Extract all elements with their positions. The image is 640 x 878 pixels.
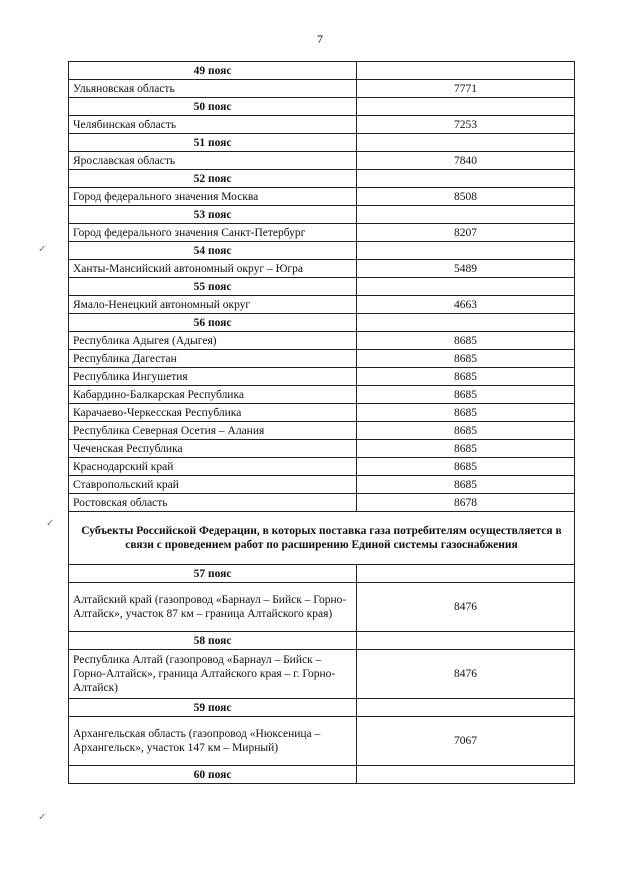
table-row (69, 152, 575, 170)
price-value: 8685 (357, 476, 575, 494)
region-name: Республика Алтай (газопровод «Барнаул – Бийск – Горно-Алтайск», граница Алтайского края – г. Горно-Алтайск) (69, 650, 357, 699)
price-value: 8685 (357, 332, 575, 350)
margin-mark: ✓ (38, 244, 47, 255)
table-row (69, 422, 575, 440)
table-row (69, 476, 575, 494)
zone-row (69, 242, 575, 260)
price-value: 7253 (357, 116, 575, 134)
region-name: Республика Ингушетия (69, 368, 357, 386)
zone-row (69, 632, 575, 650)
region-name: Архангельская область (газопровод «Нюксеница – Архангельск», участок 147 км – Мирный) (69, 717, 357, 766)
page-number: 7 (317, 32, 323, 46)
price-value: 7840 (357, 152, 575, 170)
table-row (69, 494, 575, 512)
region-name: Республика Адыгея (Адыгея) (69, 332, 357, 350)
region-name: Челябинская область (69, 116, 357, 134)
zone-empty-cell (357, 632, 575, 650)
zone-empty-cell (357, 278, 575, 296)
region-name: Алтайский край (газопровод «Барнаул – Бийск – Горно-Алтайск», участок 87 км – граница Алтайского края) (69, 583, 357, 632)
price-value: 7771 (357, 80, 575, 98)
region-name: Город федерального значения Санкт-Петербург (69, 224, 357, 242)
table-row (69, 386, 575, 404)
table-row (69, 116, 575, 134)
zone-label: 51 пояс (69, 134, 357, 152)
table-row (69, 260, 575, 278)
zone-empty-cell (357, 766, 575, 784)
price-value: 8685 (357, 440, 575, 458)
zone-row (69, 766, 575, 784)
table-row (69, 188, 575, 206)
zone-label: 59 пояс (69, 699, 357, 717)
table-row (69, 583, 575, 632)
zone-row (69, 278, 575, 296)
table-row (69, 296, 575, 314)
zone-empty-cell (357, 134, 575, 152)
region-name: Ставропольский край (69, 476, 357, 494)
price-value: 8678 (357, 494, 575, 512)
price-value: 8508 (357, 188, 575, 206)
zone-label: 52 пояс (69, 170, 357, 188)
table-row (69, 224, 575, 242)
zone-label: 56 пояс (69, 314, 357, 332)
price-value: 8476 (357, 583, 575, 632)
zone-row (69, 134, 575, 152)
table-row (69, 350, 575, 368)
zone-row (69, 314, 575, 332)
table-row (69, 650, 575, 699)
region-name: Ярославская область (69, 152, 357, 170)
region-name: Карачаево-Черкесская Республика (69, 404, 357, 422)
zone-empty-cell (357, 170, 575, 188)
price-value: 8685 (357, 368, 575, 386)
table-row (69, 368, 575, 386)
price-value: 7067 (357, 717, 575, 766)
zone-label: 54 пояс (69, 242, 357, 260)
price-value: 8685 (357, 350, 575, 368)
table-row (69, 404, 575, 422)
zone-label: 49 пояс (69, 62, 357, 80)
price-value: 8207 (357, 224, 575, 242)
zone-label: 57 пояс (69, 565, 357, 583)
price-value: 8685 (357, 458, 575, 476)
zone-empty-cell (357, 242, 575, 260)
zone-label: 50 пояс (69, 98, 357, 116)
price-value: 5489 (357, 260, 575, 278)
region-name: Город федерального значения Москва (69, 188, 357, 206)
zone-empty-cell (357, 98, 575, 116)
zone-label: 55 пояс (69, 278, 357, 296)
region-name: Ростовская область (69, 494, 357, 512)
table-row (69, 440, 575, 458)
price-value: 8685 (357, 386, 575, 404)
price-value: 8685 (357, 422, 575, 440)
table-row (69, 717, 575, 766)
zone-label: 60 пояс (69, 766, 357, 784)
zone-row (69, 170, 575, 188)
price-value: 4663 (357, 296, 575, 314)
tariff-table (68, 61, 575, 784)
region-name: Ямало-Ненецкий автономный округ (69, 296, 357, 314)
zone-label: 53 пояс (69, 206, 357, 224)
region-name: Республика Дагестан (69, 350, 357, 368)
zone-row (69, 565, 575, 583)
section-heading: Субъекты Российской Федерации, в которых поставка газа потребителям осуществляется в связи с проведением работ по расширению Единой системы газоснабжения (69, 512, 575, 565)
region-name: Кабардино-Балкарская Республика (69, 386, 357, 404)
region-name: Чеченская Республика (69, 440, 357, 458)
zone-empty-cell (357, 314, 575, 332)
region-name: Республика Северная Осетия – Алания (69, 422, 357, 440)
zone-row (69, 98, 575, 116)
table-row (69, 458, 575, 476)
region-name: Ульяновская область (69, 80, 357, 98)
price-value: 8685 (357, 404, 575, 422)
zone-empty-cell (357, 699, 575, 717)
region-name: Краснодарский край (69, 458, 357, 476)
margin-mark: ✓ (38, 812, 47, 823)
table-row (69, 332, 575, 350)
zone-empty-cell (357, 62, 575, 80)
region-name: Ханты-Мансийский автономный округ – Югра (69, 260, 357, 278)
zone-row (69, 699, 575, 717)
zone-empty-cell (357, 565, 575, 583)
zone-label: 58 пояс (69, 632, 357, 650)
price-value: 8476 (357, 650, 575, 699)
section-row (69, 512, 575, 565)
zone-row (69, 206, 575, 224)
margin-mark: ✓ (46, 518, 55, 529)
zone-row (69, 62, 575, 80)
table-row (69, 80, 575, 98)
zone-empty-cell (357, 206, 575, 224)
